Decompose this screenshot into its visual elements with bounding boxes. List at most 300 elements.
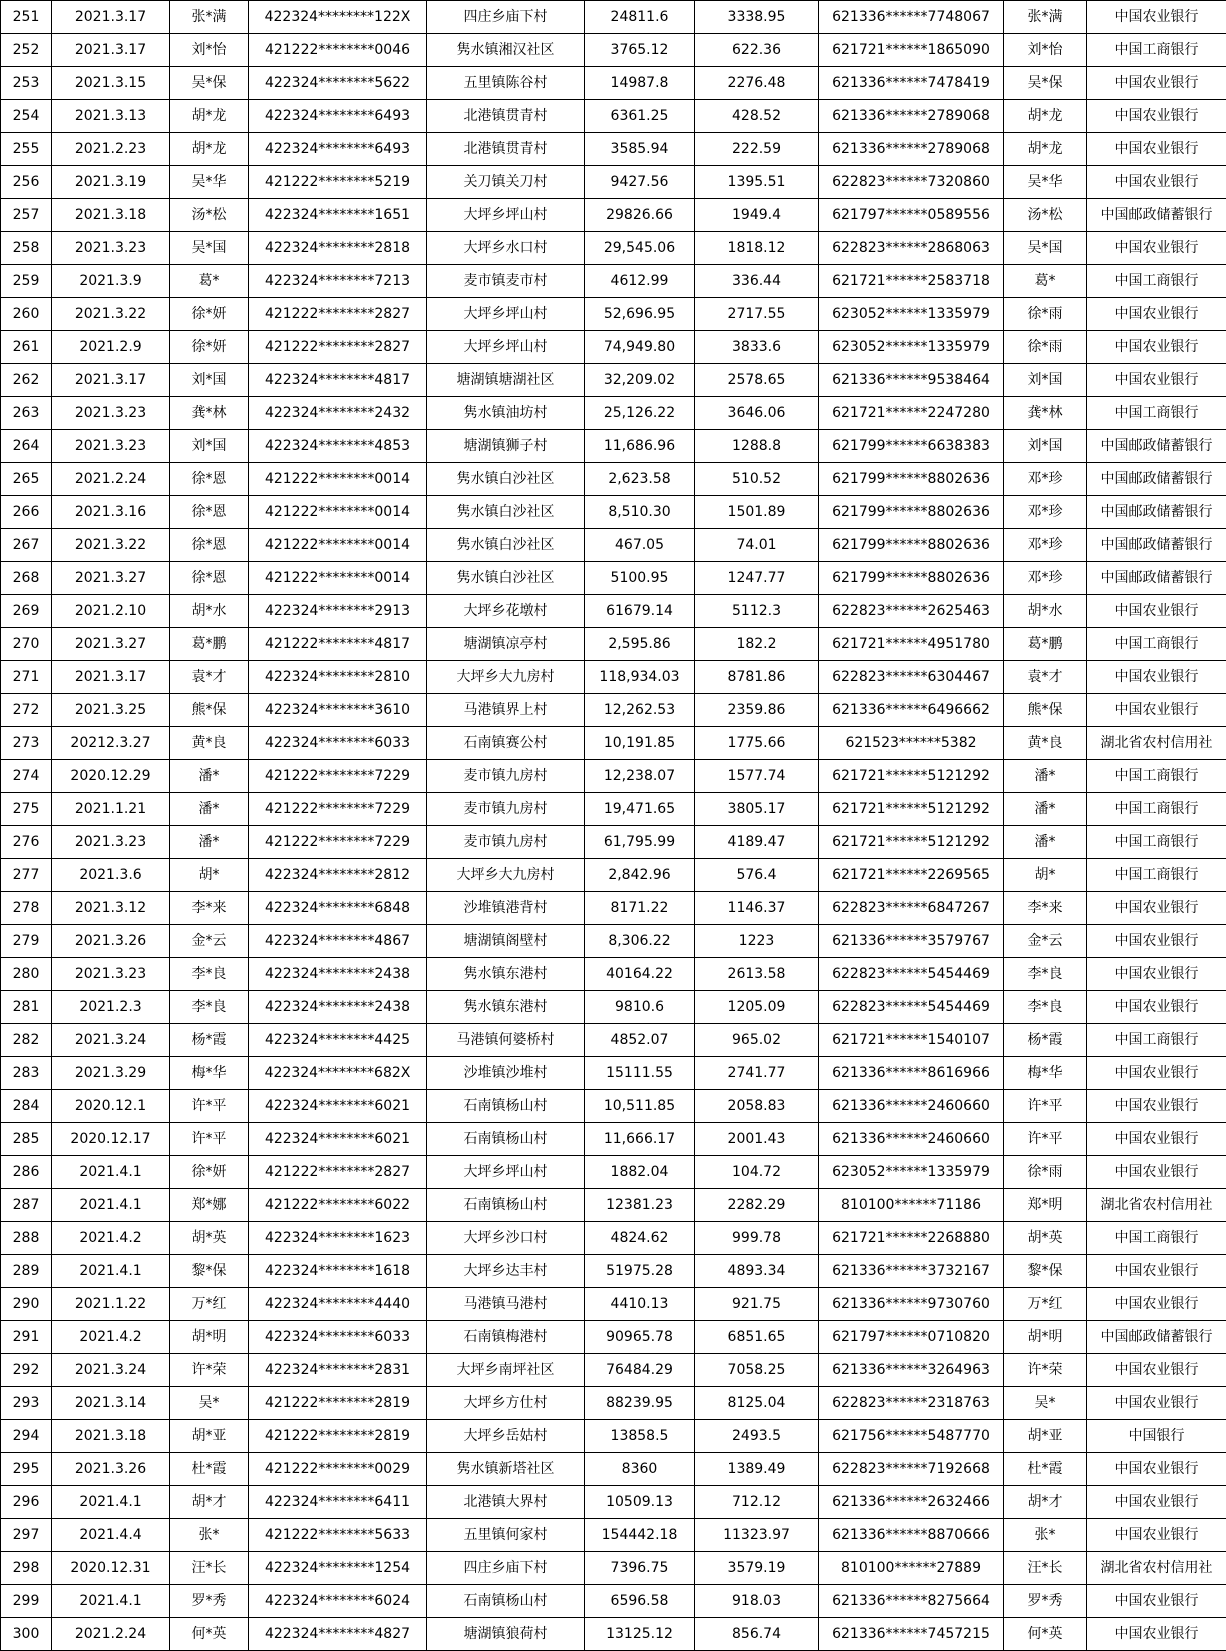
table-row bbox=[1, 529, 1226, 562]
id-number-cell: 421222********2827 bbox=[249, 331, 427, 364]
card-number-cell: 621797******0589556 bbox=[819, 199, 1004, 232]
row-number: 278 bbox=[1, 892, 52, 925]
id-number-cell: 422324********6033 bbox=[249, 727, 427, 760]
name-cell: 李*良 bbox=[170, 958, 249, 991]
bank-cell: 中国农业银行 bbox=[1087, 1288, 1226, 1321]
amount-cell: 13858.5 bbox=[585, 1420, 695, 1453]
name-cell: 潘* bbox=[170, 793, 249, 826]
card-number-cell: 621336******8870666 bbox=[819, 1519, 1004, 1552]
bank-cell: 中国农业银行 bbox=[1087, 1123, 1226, 1156]
amount-cell: 11,686.96 bbox=[585, 430, 695, 463]
card-number-cell: 621721******2268880 bbox=[819, 1222, 1004, 1255]
account-holder-cell: 李*来 bbox=[1004, 892, 1087, 925]
address-cell: 隽水镇东港村 bbox=[427, 991, 585, 1024]
bank-cell: 中国农业银行 bbox=[1087, 1354, 1226, 1387]
name-cell: 胡*才 bbox=[170, 1486, 249, 1519]
date-cell: 2020.12.31 bbox=[52, 1552, 170, 1585]
row-number: 279 bbox=[1, 925, 52, 958]
row-number: 274 bbox=[1, 760, 52, 793]
date-cell: 2021.1.21 bbox=[52, 793, 170, 826]
subsidy-cell: 999.78 bbox=[695, 1222, 819, 1255]
amount-cell: 29826.66 bbox=[585, 199, 695, 232]
card-number-cell: 621721******1865090 bbox=[819, 34, 1004, 67]
name-cell: 何*英 bbox=[170, 1618, 249, 1651]
name-cell: 徐*妍 bbox=[170, 298, 249, 331]
bank-cell: 中国农业银行 bbox=[1087, 364, 1226, 397]
date-cell: 2021.3.14 bbox=[52, 1387, 170, 1420]
subsidy-cell: 4893.34 bbox=[695, 1255, 819, 1288]
account-holder-cell: 龚*林 bbox=[1004, 397, 1087, 430]
row-number: 251 bbox=[1, 1, 52, 34]
bank-cell: 中国工商银行 bbox=[1087, 1222, 1226, 1255]
id-number-cell: 422324********2913 bbox=[249, 595, 427, 628]
subsidy-cell: 3833.6 bbox=[695, 331, 819, 364]
date-cell: 2021.3.23 bbox=[52, 397, 170, 430]
table-row bbox=[1, 199, 1226, 232]
id-number-cell: 422324********2810 bbox=[249, 661, 427, 694]
date-cell: 2021.1.22 bbox=[52, 1288, 170, 1321]
account-holder-cell: 胡*明 bbox=[1004, 1321, 1087, 1354]
account-holder-cell: 杨*霞 bbox=[1004, 1024, 1087, 1057]
address-cell: 麦市镇九房村 bbox=[427, 793, 585, 826]
address-cell: 隽水镇湘汉社区 bbox=[427, 34, 585, 67]
account-holder-cell: 胡*亚 bbox=[1004, 1420, 1087, 1453]
bank-cell: 中国农业银行 bbox=[1087, 892, 1226, 925]
name-cell: 胡*英 bbox=[170, 1222, 249, 1255]
address-cell: 麦市镇麦市村 bbox=[427, 265, 585, 298]
card-number-cell: 622823******7192668 bbox=[819, 1453, 1004, 1486]
date-cell: 2021.3.22 bbox=[52, 529, 170, 562]
card-number-cell: 621799******8802636 bbox=[819, 529, 1004, 562]
bank-cell: 中国农业银行 bbox=[1087, 133, 1226, 166]
account-holder-cell: 杜*霞 bbox=[1004, 1453, 1087, 1486]
date-cell: 2021.4.1 bbox=[52, 1585, 170, 1618]
row-number: 300 bbox=[1, 1618, 52, 1651]
amount-cell: 467.05 bbox=[585, 529, 695, 562]
name-cell: 张*满 bbox=[170, 1, 249, 34]
address-cell: 隽水镇油坊村 bbox=[427, 397, 585, 430]
account-holder-cell: 郑*明 bbox=[1004, 1189, 1087, 1222]
table-row bbox=[1, 265, 1226, 298]
amount-cell: 154442.18 bbox=[585, 1519, 695, 1552]
bank-cell: 中国邮政储蓄银行 bbox=[1087, 199, 1226, 232]
row-number: 276 bbox=[1, 826, 52, 859]
row-number: 253 bbox=[1, 67, 52, 100]
id-number-cell: 421222********4817 bbox=[249, 628, 427, 661]
address-cell: 五里镇何家村 bbox=[427, 1519, 585, 1552]
address-cell: 四庄乡庙下村 bbox=[427, 1552, 585, 1585]
table-row bbox=[1, 364, 1226, 397]
amount-cell: 32,209.02 bbox=[585, 364, 695, 397]
account-holder-cell: 金*云 bbox=[1004, 925, 1087, 958]
bank-cell: 中国农业银行 bbox=[1087, 958, 1226, 991]
card-number-cell: 621721******5121292 bbox=[819, 826, 1004, 859]
address-cell: 沙堆镇港背村 bbox=[427, 892, 585, 925]
subsidy-cell: 5112.3 bbox=[695, 595, 819, 628]
bank-cell: 湖北省农村信用社 bbox=[1087, 1552, 1226, 1585]
row-number: 255 bbox=[1, 133, 52, 166]
row-number: 272 bbox=[1, 694, 52, 727]
id-number-cell: 422324********2438 bbox=[249, 958, 427, 991]
account-holder-cell: 潘* bbox=[1004, 793, 1087, 826]
row-number: 262 bbox=[1, 364, 52, 397]
date-cell: 2021.2.3 bbox=[52, 991, 170, 1024]
table-row bbox=[1, 793, 1226, 826]
address-cell: 石南镇杨山村 bbox=[427, 1123, 585, 1156]
subsidy-cell: 1501.89 bbox=[695, 496, 819, 529]
row-number: 294 bbox=[1, 1420, 52, 1453]
card-number-cell: 621336******3732167 bbox=[819, 1255, 1004, 1288]
card-number-cell: 623052******1335979 bbox=[819, 1156, 1004, 1189]
date-cell: 2020.12.17 bbox=[52, 1123, 170, 1156]
date-cell: 2021.3.26 bbox=[52, 1453, 170, 1486]
row-number: 259 bbox=[1, 265, 52, 298]
row-number: 266 bbox=[1, 496, 52, 529]
amount-cell: 4612.99 bbox=[585, 265, 695, 298]
card-number-cell: 621336******8275664 bbox=[819, 1585, 1004, 1618]
id-number-cell: 422324********1254 bbox=[249, 1552, 427, 1585]
table-row bbox=[1, 166, 1226, 199]
address-cell: 塘湖镇狮子村 bbox=[427, 430, 585, 463]
id-number-cell: 422324********2438 bbox=[249, 991, 427, 1024]
address-cell: 大坪乡坪山村 bbox=[427, 331, 585, 364]
bank-cell: 中国工商银行 bbox=[1087, 826, 1226, 859]
name-cell: 刘*怡 bbox=[170, 34, 249, 67]
id-number-cell: 422324********6493 bbox=[249, 133, 427, 166]
table-row bbox=[1, 1057, 1226, 1090]
amount-cell: 2,842.96 bbox=[585, 859, 695, 892]
account-holder-cell: 熊*保 bbox=[1004, 694, 1087, 727]
card-number-cell: 621721******5121292 bbox=[819, 793, 1004, 826]
date-cell: 2021.3.26 bbox=[52, 925, 170, 958]
row-number: 284 bbox=[1, 1090, 52, 1123]
amount-cell: 8,510.30 bbox=[585, 496, 695, 529]
table-row bbox=[1, 1519, 1226, 1552]
date-cell: 2021.4.1 bbox=[52, 1189, 170, 1222]
account-holder-cell: 吴*华 bbox=[1004, 166, 1087, 199]
address-cell: 大坪乡岳姑村 bbox=[427, 1420, 585, 1453]
date-cell: 2021.4.1 bbox=[52, 1156, 170, 1189]
row-number: 261 bbox=[1, 331, 52, 364]
subsidy-cell: 8125.04 bbox=[695, 1387, 819, 1420]
table-row bbox=[1, 1552, 1226, 1585]
address-cell: 隽水镇新塔社区 bbox=[427, 1453, 585, 1486]
date-cell: 2021.3.23 bbox=[52, 232, 170, 265]
id-number-cell: 422324********7213 bbox=[249, 265, 427, 298]
card-number-cell: 621756******5487770 bbox=[819, 1420, 1004, 1453]
bank-cell: 中国农业银行 bbox=[1087, 1585, 1226, 1618]
account-holder-cell: 刘*国 bbox=[1004, 364, 1087, 397]
id-number-cell: 422324********4440 bbox=[249, 1288, 427, 1321]
subsidy-cell: 965.02 bbox=[695, 1024, 819, 1057]
date-cell: 2021.3.23 bbox=[52, 430, 170, 463]
address-cell: 隽水镇白沙社区 bbox=[427, 529, 585, 562]
subsidy-cell: 1577.74 bbox=[695, 760, 819, 793]
date-cell: 2021.3.29 bbox=[52, 1057, 170, 1090]
address-cell: 隽水镇白沙社区 bbox=[427, 562, 585, 595]
id-number-cell: 422324********4867 bbox=[249, 925, 427, 958]
id-number-cell: 422324********3610 bbox=[249, 694, 427, 727]
row-number: 268 bbox=[1, 562, 52, 595]
card-number-cell: 810100******27889 bbox=[819, 1552, 1004, 1585]
name-cell: 熊*保 bbox=[170, 694, 249, 727]
table-row bbox=[1, 67, 1226, 100]
address-cell: 大坪乡沙口村 bbox=[427, 1222, 585, 1255]
bank-cell: 中国邮政储蓄银行 bbox=[1087, 562, 1226, 595]
id-number-cell: 421222********0046 bbox=[249, 34, 427, 67]
subsidy-cell: 104.72 bbox=[695, 1156, 819, 1189]
name-cell: 李*来 bbox=[170, 892, 249, 925]
amount-cell: 51975.28 bbox=[585, 1255, 695, 1288]
id-number-cell: 422324********4827 bbox=[249, 1618, 427, 1651]
amount-cell: 3585.94 bbox=[585, 133, 695, 166]
subsidy-cell: 1205.09 bbox=[695, 991, 819, 1024]
subsidy-cell: 1818.12 bbox=[695, 232, 819, 265]
row-number: 292 bbox=[1, 1354, 52, 1387]
account-holder-cell: 张*满 bbox=[1004, 1, 1087, 34]
table-row bbox=[1, 430, 1226, 463]
bank-cell: 中国邮政储蓄银行 bbox=[1087, 529, 1226, 562]
id-number-cell: 421222********0014 bbox=[249, 496, 427, 529]
subsidy-cell: 1389.49 bbox=[695, 1453, 819, 1486]
table-row bbox=[1, 463, 1226, 496]
amount-cell: 52,696.95 bbox=[585, 298, 695, 331]
date-cell: 2021.2.10 bbox=[52, 595, 170, 628]
amount-cell: 118,934.03 bbox=[585, 661, 695, 694]
table-row bbox=[1, 34, 1226, 67]
bank-cell: 中国工商银行 bbox=[1087, 859, 1226, 892]
amount-cell: 4410.13 bbox=[585, 1288, 695, 1321]
card-number-cell: 622823******2868063 bbox=[819, 232, 1004, 265]
id-number-cell: 422324********122X bbox=[249, 1, 427, 34]
account-holder-cell: 刘*怡 bbox=[1004, 34, 1087, 67]
row-number: 286 bbox=[1, 1156, 52, 1189]
name-cell: 黎*保 bbox=[170, 1255, 249, 1288]
bank-cell: 中国农业银行 bbox=[1087, 1486, 1226, 1519]
subsidy-cell: 1949.4 bbox=[695, 199, 819, 232]
amount-cell: 8171.22 bbox=[585, 892, 695, 925]
subsidy-cell: 2359.86 bbox=[695, 694, 819, 727]
subsidy-cell: 3646.06 bbox=[695, 397, 819, 430]
subsidy-cell: 510.52 bbox=[695, 463, 819, 496]
account-holder-cell: 潘* bbox=[1004, 826, 1087, 859]
amount-cell: 10509.13 bbox=[585, 1486, 695, 1519]
address-cell: 北港镇贯青村 bbox=[427, 100, 585, 133]
table-row bbox=[1, 859, 1226, 892]
amount-cell: 90965.78 bbox=[585, 1321, 695, 1354]
card-number-cell: 623052******1335979 bbox=[819, 331, 1004, 364]
bank-cell: 中国邮政储蓄银行 bbox=[1087, 463, 1226, 496]
date-cell: 2021.3.22 bbox=[52, 298, 170, 331]
id-number-cell: 422324********6411 bbox=[249, 1486, 427, 1519]
table-row bbox=[1, 727, 1226, 760]
table-row bbox=[1, 397, 1226, 430]
account-holder-cell: 徐*雨 bbox=[1004, 331, 1087, 364]
subsidy-cell: 2717.55 bbox=[695, 298, 819, 331]
date-cell: 2021.3.15 bbox=[52, 67, 170, 100]
table-row bbox=[1, 1354, 1226, 1387]
amount-cell: 4852.07 bbox=[585, 1024, 695, 1057]
card-number-cell: 621336******2460660 bbox=[819, 1123, 1004, 1156]
card-number-cell: 621523******5382 bbox=[819, 727, 1004, 760]
id-number-cell: 422324********2432 bbox=[249, 397, 427, 430]
table-row bbox=[1, 232, 1226, 265]
row-number: 282 bbox=[1, 1024, 52, 1057]
address-cell: 大坪乡花墩村 bbox=[427, 595, 585, 628]
account-holder-cell: 黄*良 bbox=[1004, 727, 1087, 760]
card-number-cell: 622823******6847267 bbox=[819, 892, 1004, 925]
bank-cell: 中国农业银行 bbox=[1087, 1453, 1226, 1486]
date-cell: 2021.3.27 bbox=[52, 562, 170, 595]
row-number: 265 bbox=[1, 463, 52, 496]
card-number-cell: 621336******2789068 bbox=[819, 133, 1004, 166]
date-cell: 2021.3.23 bbox=[52, 958, 170, 991]
amount-cell: 61679.14 bbox=[585, 595, 695, 628]
address-cell: 塘湖镇阁壁村 bbox=[427, 925, 585, 958]
row-number: 280 bbox=[1, 958, 52, 991]
amount-cell: 12381.23 bbox=[585, 1189, 695, 1222]
table-row bbox=[1, 1156, 1226, 1189]
card-number-cell: 622823******7320860 bbox=[819, 166, 1004, 199]
account-holder-cell: 吴*国 bbox=[1004, 232, 1087, 265]
table-row bbox=[1, 298, 1226, 331]
subsidy-cell: 921.75 bbox=[695, 1288, 819, 1321]
amount-cell: 40164.22 bbox=[585, 958, 695, 991]
date-cell: 2021.4.1 bbox=[52, 1255, 170, 1288]
bank-cell: 中国农业银行 bbox=[1087, 232, 1226, 265]
date-cell: 2021.3.17 bbox=[52, 364, 170, 397]
date-cell: 2021.3.17 bbox=[52, 34, 170, 67]
date-cell: 2021.3.25 bbox=[52, 694, 170, 727]
table-row bbox=[1, 1585, 1226, 1618]
table-row bbox=[1, 1486, 1226, 1519]
name-cell: 汤*松 bbox=[170, 199, 249, 232]
account-holder-cell: 袁*才 bbox=[1004, 661, 1087, 694]
bank-cell: 中国邮政储蓄银行 bbox=[1087, 1321, 1226, 1354]
card-number-cell: 621336******2460660 bbox=[819, 1090, 1004, 1123]
bank-cell: 中国工商银行 bbox=[1087, 628, 1226, 661]
date-cell: 2021.3.16 bbox=[52, 496, 170, 529]
subsidy-cell: 622.36 bbox=[695, 34, 819, 67]
bank-cell: 中国邮政储蓄银行 bbox=[1087, 430, 1226, 463]
date-cell: 2021.4.4 bbox=[52, 1519, 170, 1552]
amount-cell: 6361.25 bbox=[585, 100, 695, 133]
subsidy-cell: 2058.83 bbox=[695, 1090, 819, 1123]
amount-cell: 10,191.85 bbox=[585, 727, 695, 760]
bank-cell: 中国农业银行 bbox=[1087, 1519, 1226, 1552]
account-holder-cell: 张* bbox=[1004, 1519, 1087, 1552]
name-cell: 郑*娜 bbox=[170, 1189, 249, 1222]
amount-cell: 25,126.22 bbox=[585, 397, 695, 430]
subsidy-cell: 2613.58 bbox=[695, 958, 819, 991]
table-row bbox=[1, 1288, 1226, 1321]
account-holder-cell: 邓*珍 bbox=[1004, 496, 1087, 529]
id-number-cell: 421222********6022 bbox=[249, 1189, 427, 1222]
id-number-cell: 422324********6493 bbox=[249, 100, 427, 133]
date-cell: 2021.3.19 bbox=[52, 166, 170, 199]
card-number-cell: 621799******8802636 bbox=[819, 496, 1004, 529]
name-cell: 梅*华 bbox=[170, 1057, 249, 1090]
card-number-cell: 622823******2318763 bbox=[819, 1387, 1004, 1420]
subsidy-cell: 2741.77 bbox=[695, 1057, 819, 1090]
date-cell: 2020.12.29 bbox=[52, 760, 170, 793]
account-holder-cell: 万*红 bbox=[1004, 1288, 1087, 1321]
bank-cell: 中国工商银行 bbox=[1087, 397, 1226, 430]
amount-cell: 8360 bbox=[585, 1453, 695, 1486]
subsidy-cell: 1288.8 bbox=[695, 430, 819, 463]
subsidy-cell: 7058.25 bbox=[695, 1354, 819, 1387]
bank-cell: 中国农业银行 bbox=[1087, 166, 1226, 199]
table-row bbox=[1, 1, 1226, 34]
table-row bbox=[1, 1090, 1226, 1123]
address-cell: 北港镇大界村 bbox=[427, 1486, 585, 1519]
name-cell: 黄*良 bbox=[170, 727, 249, 760]
date-cell: 2021.2.24 bbox=[52, 1618, 170, 1651]
table-row bbox=[1, 562, 1226, 595]
row-number: 296 bbox=[1, 1486, 52, 1519]
amount-cell: 24811.6 bbox=[585, 1, 695, 34]
id-number-cell: 422324********6848 bbox=[249, 892, 427, 925]
card-number-cell: 623052******1335979 bbox=[819, 298, 1004, 331]
account-holder-cell: 葛* bbox=[1004, 265, 1087, 298]
account-holder-cell: 汤*松 bbox=[1004, 199, 1087, 232]
bank-cell: 中国工商银行 bbox=[1087, 34, 1226, 67]
amount-cell: 13125.12 bbox=[585, 1618, 695, 1651]
name-cell: 徐*妍 bbox=[170, 331, 249, 364]
id-number-cell: 422324********6021 bbox=[249, 1090, 427, 1123]
card-number-cell: 621799******8802636 bbox=[819, 463, 1004, 496]
subsidy-cell: 6851.65 bbox=[695, 1321, 819, 1354]
amount-cell: 11,666.17 bbox=[585, 1123, 695, 1156]
name-cell: 胡*明 bbox=[170, 1321, 249, 1354]
id-number-cell: 422324********2812 bbox=[249, 859, 427, 892]
row-number: 258 bbox=[1, 232, 52, 265]
amount-cell: 12,238.07 bbox=[585, 760, 695, 793]
name-cell: 吴*华 bbox=[170, 166, 249, 199]
bank-cell: 中国银行 bbox=[1087, 1420, 1226, 1453]
account-holder-cell: 邓*珍 bbox=[1004, 463, 1087, 496]
name-cell: 吴*保 bbox=[170, 67, 249, 100]
address-cell: 大坪乡坪山村 bbox=[427, 1156, 585, 1189]
subsidy-cell: 222.59 bbox=[695, 133, 819, 166]
card-number-cell: 621799******8802636 bbox=[819, 562, 1004, 595]
account-holder-cell: 罗*秀 bbox=[1004, 1585, 1087, 1618]
subsidy-cell: 1395.51 bbox=[695, 166, 819, 199]
id-number-cell: 421222********0029 bbox=[249, 1453, 427, 1486]
date-cell: 2021.3.6 bbox=[52, 859, 170, 892]
address-cell: 隽水镇白沙社区 bbox=[427, 496, 585, 529]
subsidy-cell: 4189.47 bbox=[695, 826, 819, 859]
row-number: 254 bbox=[1, 100, 52, 133]
amount-cell: 2,623.58 bbox=[585, 463, 695, 496]
name-cell: 胡*水 bbox=[170, 595, 249, 628]
row-number: 256 bbox=[1, 166, 52, 199]
name-cell: 许*平 bbox=[170, 1123, 249, 1156]
table-row bbox=[1, 1453, 1226, 1486]
address-cell: 麦市镇九房村 bbox=[427, 826, 585, 859]
amount-cell: 10,511.85 bbox=[585, 1090, 695, 1123]
bank-cell: 湖北省农村信用社 bbox=[1087, 1189, 1226, 1222]
table-body bbox=[1, 1, 1226, 1651]
address-cell: 五里镇陈谷村 bbox=[427, 67, 585, 100]
date-cell: 2021.3.17 bbox=[52, 1, 170, 34]
table-row bbox=[1, 958, 1226, 991]
card-number-cell: 622823******2625463 bbox=[819, 595, 1004, 628]
row-number: 297 bbox=[1, 1519, 52, 1552]
subsidy-cell: 856.74 bbox=[695, 1618, 819, 1651]
address-cell: 隽水镇白沙社区 bbox=[427, 463, 585, 496]
table-row bbox=[1, 1189, 1226, 1222]
